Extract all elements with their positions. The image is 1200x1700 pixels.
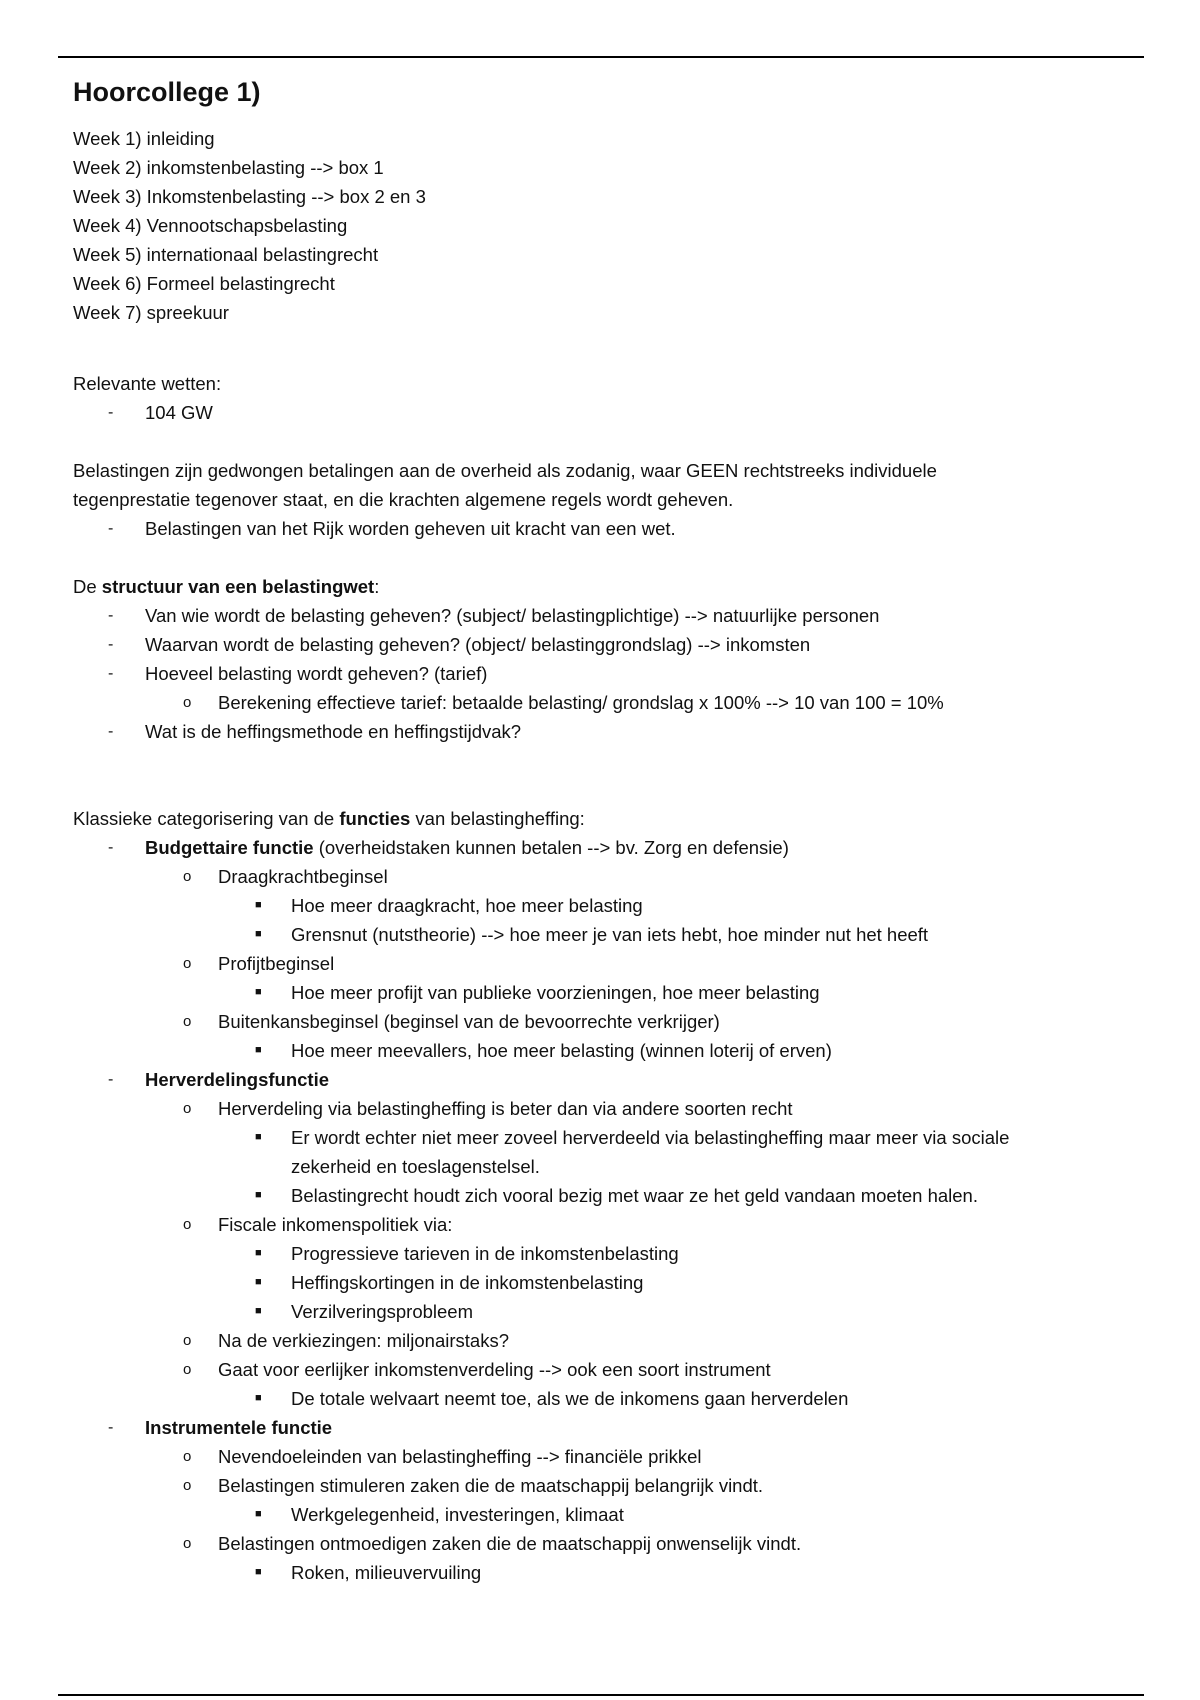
circle-bullet: o [183,1361,192,1378]
dash-bullet: - [108,1419,114,1436]
dash-bullet: - [108,636,114,653]
circle-bullet: o [183,1013,192,1030]
list-item: ■ Roken, milieuvervuiling [73,1558,1143,1587]
circle-bullet: o [183,955,192,972]
list-item: o Draagkrachtbeginsel [73,862,1143,891]
list-item: ■ Hoe meer draagkracht, hoe meer belasting [73,891,1143,920]
dash-bullet: - [108,520,114,537]
week-item: Week 7) spreekuur [73,302,229,323]
list-item: ■ Er wordt echter niet meer zoveel herverdeeld via belastingheffing maar meer via sociale zekerheid en toeslagenstelsel. [73,1123,1041,1181]
paragraph-line: Belastingen zijn gedwongen betalingen aan de overheid als zodanig, waar GEEN rechtstreeks individuele [73,460,937,481]
square-bullet: ■ [255,1189,262,1201]
list-item: ■ Belastingrecht houdt zich vooral bezig met waar ze het geld vandaan moeten halen. [73,1181,1143,1210]
list-item: ■ Werkgelegenheid, investeringen, klimaat [73,1500,1143,1529]
circle-bullet: o [183,1448,192,1465]
list-item: o Fiscale inkomenspolitiek via: [73,1210,1143,1239]
list-item: o Profijtbeginsel [73,949,1143,978]
square-bullet: ■ [255,1508,262,1520]
structuur-section [73,572,1143,746]
bottom-rule [58,1694,1144,1696]
square-bullet: ■ [255,1392,262,1404]
list-item: - Waarvan wordt de belasting geheven? (object/ belastinggrondslag) --> inkomsten [73,630,1143,659]
dash-bullet: - [108,1071,114,1088]
list-item: ■ De totale welvaart neemt toe, als we de inkomens gaan herverdelen [73,1384,1143,1413]
circle-bullet: o [183,868,192,885]
circle-bullet: o [183,1535,192,1552]
square-bullet: ■ [255,928,262,940]
week-item: Week 2) inkomstenbelasting --> box 1 [73,157,384,178]
circle-bullet: o [183,1216,192,1233]
list-item: - Wat is de heffingsmethode en heffingstijdvak? [73,717,1143,746]
list-item: o Buitenkansbeginsel (beginsel van de bevoorrechte verkrijger) [73,1007,1143,1036]
square-bullet: ■ [255,899,262,911]
list-item: - Hoeveel belasting wordt geheven? (tarief) [73,659,1143,688]
circle-bullet: o [183,694,192,711]
square-bullet: ■ [255,1566,262,1578]
dash-bullet: - [108,665,114,682]
square-bullet: ■ [255,986,262,998]
document-page [73,74,1143,1587]
week-item: Week 4) Vennootschapsbelasting [73,215,348,236]
list-item: ■ Heffingskortingen in de inkomstenbelasting [73,1268,1143,1297]
week-item: Week 5) internationaal belastingrecht [73,244,379,265]
dash-bullet: - [108,723,114,740]
list-item: o Nevendoeleinden van belastingheffing --> financiële prikkel [73,1442,1143,1471]
list-item: - Instrumentele functie [73,1413,1143,1442]
square-bullet: ■ [255,1247,262,1259]
square-bullet: ■ [255,1276,262,1288]
square-bullet: ■ [255,1305,262,1317]
paragraph-line: tegenprestatie tegenover staat, en die krachten algemene regels wordt geheven. [73,489,734,510]
week-item: Week 6) Formeel belastingrecht [73,273,335,294]
dash-bullet: - [108,607,114,624]
dash-bullet: - [108,404,114,421]
functies-section [73,804,1143,1587]
definitie-section [73,456,1143,543]
list-item: ■ Progressieve tarieven in de inkomstenbelasting [73,1239,1143,1268]
section-heading: De structuur van een belastingwet: [73,576,380,597]
circle-bullet: o [183,1332,192,1349]
square-bullet: ■ [255,1131,262,1143]
page-title: Hoorcollege 1) [73,77,261,107]
list-item: - Van wie wordt de belasting geheven? (subject/ belastingplichtige) --> natuurlijke personen [73,601,1143,630]
list-item: o Belastingen ontmoedigen zaken die de maatschappij onwenselijk vindt. [73,1529,1143,1558]
week-item: Week 1) inleiding [73,128,215,149]
list-item: o Berekening effectieve tarief: betaalde belasting/ grondslag x 100% --> 10 van 100 = 10% [73,688,1143,717]
list-item: - Herverdelingsfunctie [73,1065,1143,1094]
list-item: - 104 GW [73,398,1143,427]
square-bullet: ■ [255,1044,262,1056]
section-heading: Klassieke categorisering van de functies van belastingheffing: [73,808,585,829]
list-item: - Budgettaire functie (overheidstaken kunnen betalen --> bv. Zorg en defensie) [73,833,1143,862]
circle-bullet: o [183,1100,192,1117]
list-item: o Gaat voor eerlijker inkomstenverdeling --> ook een soort instrument [73,1355,1143,1384]
week-item: Week 3) Inkomstenbelasting --> box 2 en 3 [73,186,426,207]
list-item: ■ Verzilveringsprobleem [73,1297,1143,1326]
section-heading: Relevante wetten: [73,373,222,394]
week-list [73,124,1143,327]
list-item: o Belastingen stimuleren zaken die de maatschappij belangrijk vindt. [73,1471,1143,1500]
list-item: - Belastingen van het Rijk worden geheven uit kracht van een wet. [73,514,1143,543]
list-item: o Na de verkiezingen: miljonairstaks? [73,1326,1143,1355]
list-item: ■ Grensnut (nutstheorie) --> hoe meer je van iets hebt, hoe minder nut het heeft [73,920,1143,949]
top-rule [58,56,1144,58]
dash-bullet: - [108,839,114,856]
circle-bullet: o [183,1477,192,1494]
list-item: ■ Hoe meer meevallers, hoe meer belasting (winnen loterij of erven) [73,1036,1143,1065]
list-item: ■ Hoe meer profijt van publieke voorzieningen, hoe meer belasting [73,978,1143,1007]
relevante-wetten-section [73,369,1143,427]
list-item: o Herverdeling via belastingheffing is beter dan via andere soorten recht [73,1094,1143,1123]
